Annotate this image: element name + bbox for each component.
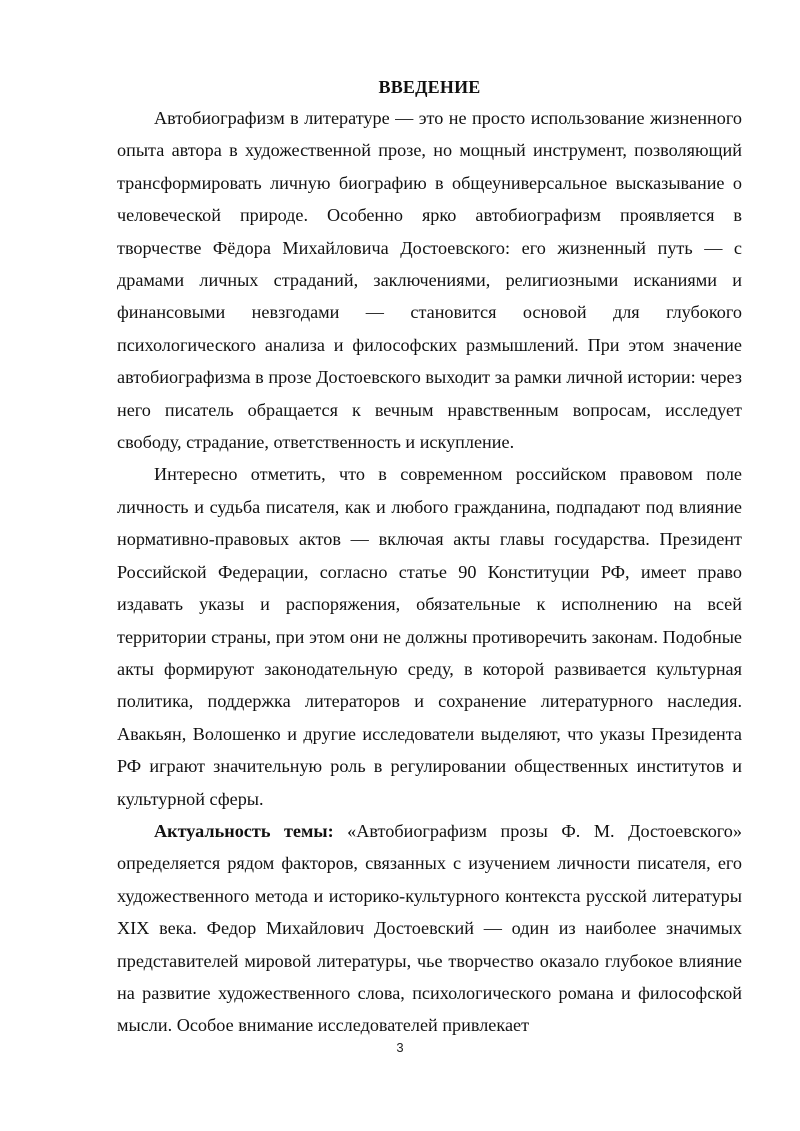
relevance-lead: Актуальность темы:	[154, 820, 334, 841]
section-heading: ВВЕДЕНИЕ	[378, 77, 481, 97]
page-number: 3	[396, 1040, 404, 1055]
page-body	[117, 73, 742, 1042]
paragraph-legal-context: Интересно отметить, что в современном российском правовом поле личность и судьба писателя, как и любого гражданина, подпадают под влияние нормативно-правовых актов — включая акты главы государства. Президент Российской Федерации, согласно статье 90 Конституции РФ, имеет право издавать указы и распоряжения, обязательные к исполнению на всей территории страны, при этом они не должны противоречить законам. Подобные акты формируют законодательную среду, в которой развивается культурная политика, поддержка литераторов и сохранение литературного наследия. Авакьян, Волошенко и другие исследователи выделяют, что указы Президента РФ играют значительную роль в регулировании общественных институтов и культурной сферы.	[117, 464, 742, 809]
paragraph-relevance	[117, 815, 742, 1042]
relevance-text: «Автобиографизм прозы Ф. М. Достоевского» определяется рядом факторов, связанных с изучением личности писателя, его художественного метода и историко-культурного контекста русской литературы XIX века. Федор Михайлович Достоевский — один из наиболее значимых представителей мировой литературы, чье творчество оказало глубокое влияние на развитие художественного слова, психологического романа и философской мысли. Особое внимание исследователей привлекает	[117, 820, 742, 1036]
paragraph-intro: Автобиографизм в литературе — это не просто использование жизненного опыта автора в художественной прозе, но мощный инструмент, позволяющий трансформировать личную биографию в общеуниверсальное высказывание о человеческой природе. Особенно ярко автобиографизм проявляется в творчестве Фёдора Михайловича Достоевского: его жизненный путь — с драмами личных страданий, заключениями, религиозными исканиями и финансовыми невзгодами — становится основой для глубокого психологического анализа и философских размышлений. При этом значение автобиографизма в прозе Достоевского выходит за рамки личной истории: через него писатель обращается к вечным нравственным вопросам, исследует свободу, страдание, ответственность и искупление.	[117, 108, 742, 453]
